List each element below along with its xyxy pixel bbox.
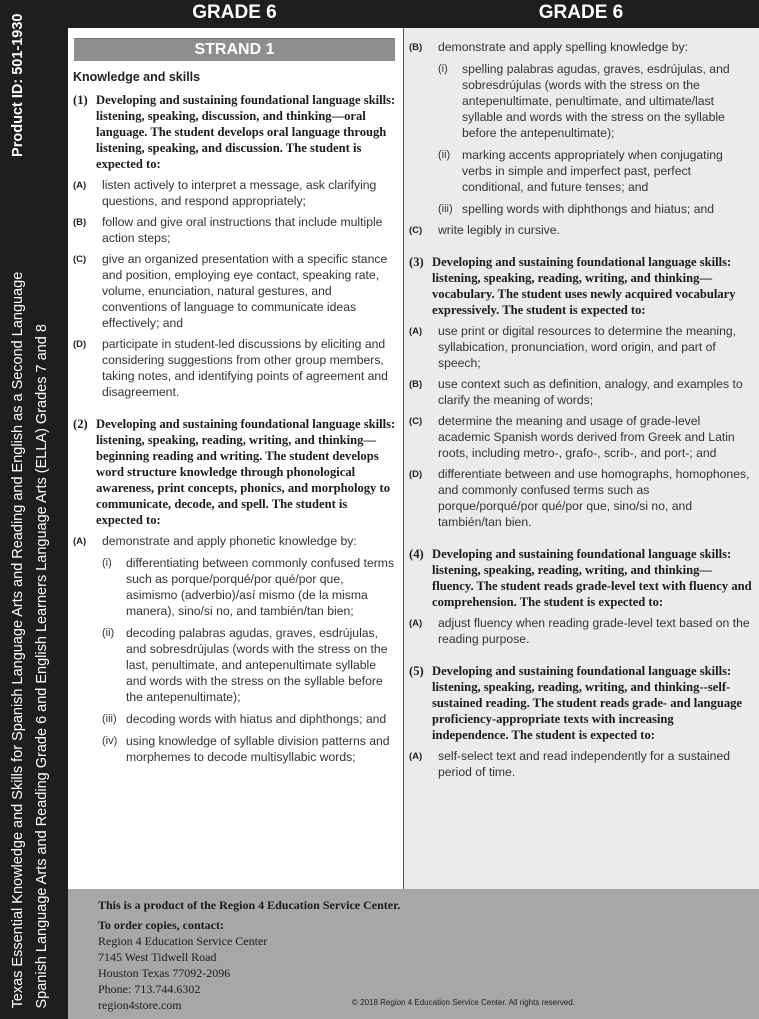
sub-item-2b-iii xyxy=(404,201,758,217)
standard-1 xyxy=(68,92,403,172)
organization-name: Region 4 Education Service Center xyxy=(98,934,268,948)
expectation-2c xyxy=(404,222,758,238)
item-label: (A) xyxy=(73,180,87,191)
sub-label: (i) xyxy=(438,63,448,75)
standard-text: Developing and sustaining foundational language skills: listening, speaking, discussion, and thinking—oral language. The student develops oral language through listening, speaking, and discussion. The student is expected to: xyxy=(96,93,396,171)
item-label: (D) xyxy=(409,469,423,480)
knowledge-skills-label: Knowledge and skills xyxy=(73,70,201,84)
standard-number: (3) xyxy=(409,255,424,269)
left-grade-heading: GRADE 6 xyxy=(192,2,277,23)
item-text: adjust fluency when reading grade-level text based on the reading purpose. xyxy=(438,616,750,646)
item-label: (A) xyxy=(73,536,87,547)
footer xyxy=(68,889,759,1019)
right-grade-heading: GRADE 6 xyxy=(538,2,624,23)
item-text: determine the meaning and usage of grade-level academic Spanish words derived from Greek and Latin roots, including metro-, grafo-, scrib-, and port-; and xyxy=(438,414,735,460)
right-column xyxy=(403,28,759,889)
city-state-zip: Houston Texas 77092-2096 xyxy=(98,966,231,980)
right-content xyxy=(404,34,758,780)
order-heading: To order copies, contact: xyxy=(98,918,224,932)
sub-item-2b-ii xyxy=(404,147,758,195)
item-label: (B) xyxy=(73,217,87,228)
item-label: (A) xyxy=(409,326,423,337)
sub-item-2a-ii xyxy=(68,625,403,705)
standard-text: Developing and sustaining foundational language skills: listening, speaking, reading, writing, and thinking—vocabulary. The student uses newly acquired vocabulary expressively. The student is expected to: xyxy=(432,255,736,317)
item-text: write legibly in cursive. xyxy=(438,223,560,237)
sub-text: decoding palabras agudas, graves, esdrújulas, and sobresdrújulas (words with the stress on the last, penultimate, and antepenultimate syllable and words with the stress on the syllable before the antepenultimate); xyxy=(126,626,388,704)
street-address: 7145 West Tidwell Road xyxy=(98,950,217,964)
expectation-1d xyxy=(68,336,403,400)
item-label: (C) xyxy=(409,225,423,236)
standard-text: Developing and sustaining foundational language skills: listening, speaking, reading, writing, and thinking--self-sustained reading. The student reads grade- and language proficiency-appropriate texts with increasing independence. The student is expected to: xyxy=(432,664,743,742)
standard-number: (2) xyxy=(73,417,88,431)
item-label: (A) xyxy=(409,618,423,629)
expectation-4a xyxy=(404,615,758,647)
sidebar xyxy=(0,0,68,1019)
expectation-1b xyxy=(68,214,403,246)
expectation-3c xyxy=(404,413,758,461)
strand-banner: STRAND 1 xyxy=(74,38,395,61)
expectation-3b xyxy=(404,376,758,408)
store-website[interactable]: region4store.com xyxy=(98,998,182,1012)
document-title-line-2: Spanish Language Arts and Reading Grade 6 and English Learners Language Arts (ELLA) Grades 7 and 8 xyxy=(34,324,50,1009)
sidebar-text xyxy=(0,0,68,1019)
standard-5 xyxy=(404,663,758,743)
expectation-5a xyxy=(404,748,758,780)
sub-text: decoding words with hiatus and diphthongs; and xyxy=(126,712,387,726)
sub-text: marking accents appropriately when conjugating verbs in simple and imperfect past, perfect conditional, and future tenses; and xyxy=(462,148,723,194)
item-text: listen actively to interpret a message, ask clarifying questions, and respond appropriately; xyxy=(102,178,377,208)
sub-label: (ii) xyxy=(438,149,451,161)
item-text: use print or digital resources to determine the meaning, syllabication, pronunciation, word origin, and part of speech; xyxy=(438,324,737,370)
expectation-1c xyxy=(68,251,403,331)
item-label: (B) xyxy=(409,42,423,53)
standard-number: (5) xyxy=(409,664,424,678)
copyright-notice: © 2018 Region 4 Education Service Center. All rights reserved. xyxy=(352,998,575,1007)
item-text: participate in student-led discussions by eliciting and considering suggestions from other group members, taking notes, and identifying points of agreement and disagreement. xyxy=(102,337,388,399)
standard-number: (1) xyxy=(73,93,88,107)
standard-4 xyxy=(404,546,758,610)
item-label: (C) xyxy=(409,416,423,427)
standard-number: (4) xyxy=(409,547,424,561)
sub-item-2a-i xyxy=(68,555,403,619)
left-content xyxy=(68,88,403,765)
product-id: Product ID: 501-1930 xyxy=(10,13,26,157)
item-label: (A) xyxy=(409,751,423,762)
sub-text: using knowledge of syllable division patterns and morphemes to decode multisyllabic words; xyxy=(126,734,390,764)
left-column xyxy=(68,28,403,889)
expectation-3d xyxy=(404,466,758,530)
expectation-3a xyxy=(404,323,758,371)
sub-text: spelling words with diphthongs and hiatus; and xyxy=(462,202,715,216)
publisher-note: This is a product of the Region 4 Education Service Center. xyxy=(98,898,401,912)
item-text: give an organized presentation with a specific stance and position, employing eye contact, speaking rate, volume, enunciation, natural gestures, and conventions of language to communicate ideas effectively; and xyxy=(102,252,388,330)
item-text: follow and give oral instructions that include multiple action steps; xyxy=(102,215,383,245)
item-label: (B) xyxy=(409,379,423,390)
standard-3 xyxy=(404,254,758,318)
item-text: use context such as definition, analogy, and examples to clarify the meaning of words; xyxy=(438,377,743,407)
standard-2 xyxy=(68,416,403,528)
sub-label: (iii) xyxy=(102,713,117,725)
sub-label: (i) xyxy=(102,557,112,569)
sub-item-2a-iii xyxy=(68,711,403,727)
contact-info xyxy=(98,897,400,1013)
sub-item-2b-i xyxy=(404,61,758,141)
standard-text: Developing and sustaining foundational language skills: listening, speaking, reading, writing, and thinking—beginning reading and writing. The student develops word structure knowledge through phonological awareness, print concepts, phonics, and morphology to communicate, decode, and spell. The student is expected to: xyxy=(96,417,396,527)
item-label: (C) xyxy=(73,254,87,265)
phone-number: Phone: 713.744.6302 xyxy=(98,982,201,996)
sub-item-2a-iv xyxy=(68,733,403,765)
expectation-2a xyxy=(68,533,403,549)
sub-text: differentiating between commonly confused terms such as porque/porqué/por qué/por que, asimismo (adverbio)/así mismo (de la misma manera), sino/si no, and también/tan bien; xyxy=(126,556,395,618)
expectation-2b xyxy=(404,39,758,55)
sub-label: (iii) xyxy=(438,203,453,215)
item-text: differentiate between and use homographs, homophones, and commonly confused terms such as porque/porqué/por qué/por que, sino/si no, and también/tan bien. xyxy=(438,467,750,529)
standard-text: Developing and sustaining foundational language skills: listening, speaking, reading, writing, and thinking—fluency. The student reads grade-level text with fluency and comprehension. The student is expected to: xyxy=(432,547,752,609)
item-text: self-select text and read independently for a sustained period of time. xyxy=(438,749,731,779)
sub-label: (ii) xyxy=(102,627,115,639)
sub-text: spelling palabras agudas, graves, esdrújulas, and sobresdrújulas (words with the stress on the antepenultimate, penultimate, and ultimate/last syllable and words with the stress on the syllable before the antepenultimate); xyxy=(462,62,730,140)
expectation-1a xyxy=(68,177,403,209)
sub-label: (iv) xyxy=(102,735,118,747)
document-title-line-1: Texas Essential Knowledge and Skills for Spanish Language Arts and Reading and English as a Second Language xyxy=(10,271,26,1009)
item-text: demonstrate and apply phonetic knowledge by: xyxy=(102,534,357,548)
item-label: (D) xyxy=(73,339,87,350)
header-bar xyxy=(68,0,759,28)
item-text: demonstrate and apply spelling knowledge by: xyxy=(438,40,689,54)
